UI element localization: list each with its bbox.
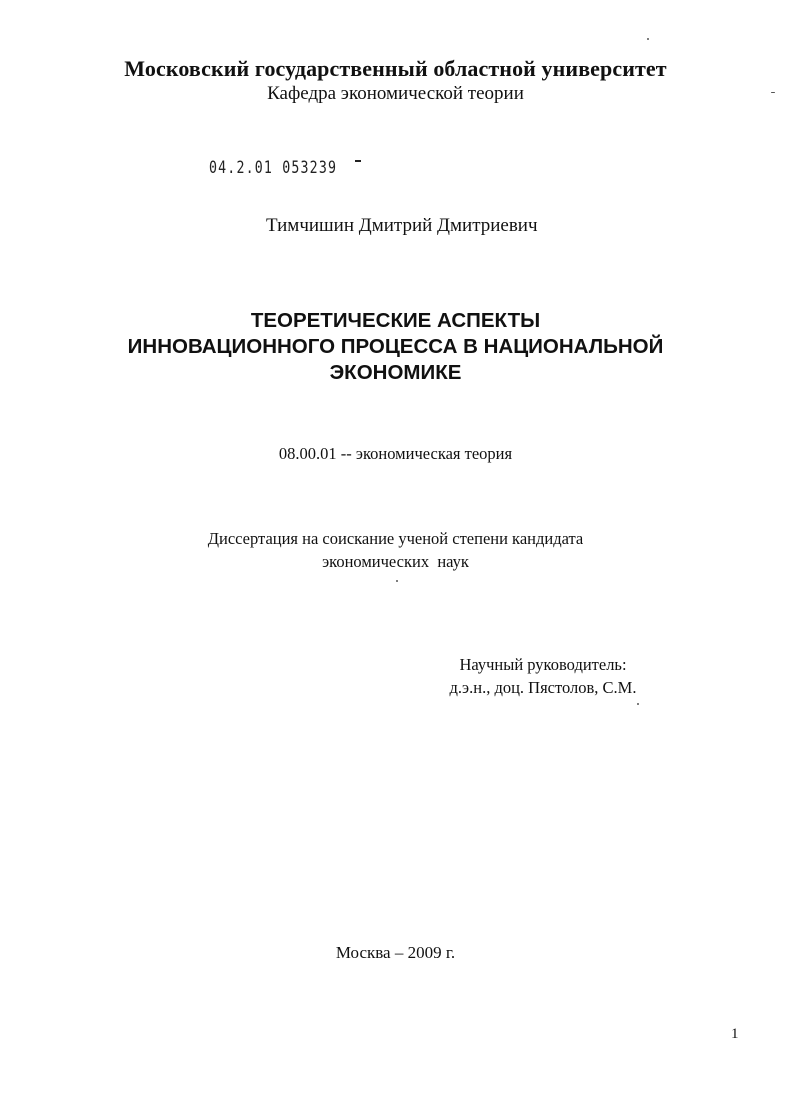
title-line-1: ТЕОРЕТИЧЕСКИЕ АСПЕКТЫ xyxy=(250,309,541,332)
title-line-3: ЭКОНОМИКЕ xyxy=(329,361,462,384)
scan-speck xyxy=(396,580,398,582)
registration-number: 04.2.01 053239 xyxy=(209,158,338,178)
dissertation-title xyxy=(0,308,791,386)
supervisor-name: д.э.н., доц. Пястолов, С.М. xyxy=(449,678,637,697)
supervisor-block xyxy=(433,653,653,699)
author-name: Тимчишин Дмитрий Дмитриевич xyxy=(266,215,538,236)
degree-statement xyxy=(0,527,791,573)
place-and-year: Москва – 2009 г. xyxy=(335,943,456,962)
department-name: Кафедра экономической теории xyxy=(267,83,524,104)
specialty-code: 08.00.01 -- экономическая теория xyxy=(278,444,513,463)
university-name: Московский государственный областной университет xyxy=(124,56,667,81)
registration-mark xyxy=(355,160,361,162)
page-number: 1 xyxy=(731,1026,739,1042)
degree-line-1: Диссертация на соискание ученой степени кандидата xyxy=(207,529,584,548)
supervisor-label: Научный руководитель: xyxy=(459,655,627,674)
scan-speck xyxy=(771,92,775,93)
title-line-2: ИННОВАЦИОННОГО ПРОЦЕССА В НАЦИОНАЛЬНОЙ xyxy=(127,335,664,358)
scan-speck xyxy=(647,38,649,40)
degree-line-2: экономических наук xyxy=(322,552,469,571)
scan-speck xyxy=(637,703,639,705)
